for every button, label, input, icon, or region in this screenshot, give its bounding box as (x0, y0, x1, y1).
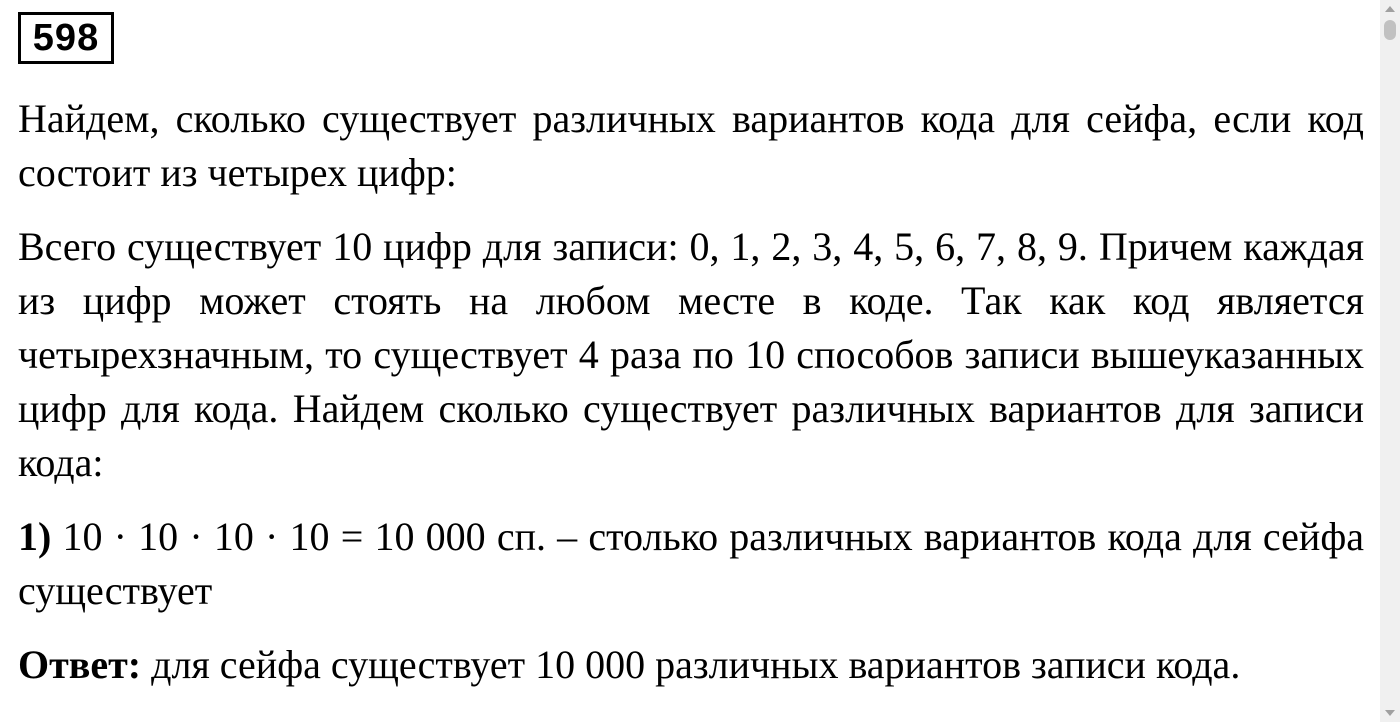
scroll-down-arrow-icon[interactable] (1385, 710, 1395, 716)
intro-paragraph: Найдем, сколько существует различных вариантов кода для сейфа, если код состоит из четырех цифр: (18, 96, 1364, 195)
answer-paragraph (18, 638, 1364, 692)
vertical-scrollbar[interactable] (1380, 0, 1400, 722)
answer-label: Ответ: (18, 642, 142, 687)
problem-number: 598 (32, 16, 100, 59)
explanation-paragraph: Всего существует 10 цифр для записи: 0, 1, 2, 3, 4, 5, 6, 7, 8, 9. Причем каждая из цифр может стоять на любом месте в коде. Так как код является четырехзначным, то существует 4 раза по 10 способов записи вышеуказанных цифр для кода. Найдем сколько существует различных вариантов для записи кода: (18, 224, 1364, 485)
scroll-up-arrow-icon[interactable] (1385, 6, 1395, 12)
problem-number-badge (18, 12, 114, 64)
solution-text (18, 92, 1364, 692)
step-1-label: 1) (18, 514, 52, 559)
scrollbar-thumb[interactable] (1384, 20, 1396, 40)
step-1-paragraph (18, 510, 1364, 618)
answer-text: для сейфа существует 10 000 различных вариантов записи кода. (141, 642, 1241, 687)
step-1-text: 10 · 10 · 10 · 10 = 10 000 сп. – столько различных вариантов кода для сейфа существует (18, 514, 1364, 613)
